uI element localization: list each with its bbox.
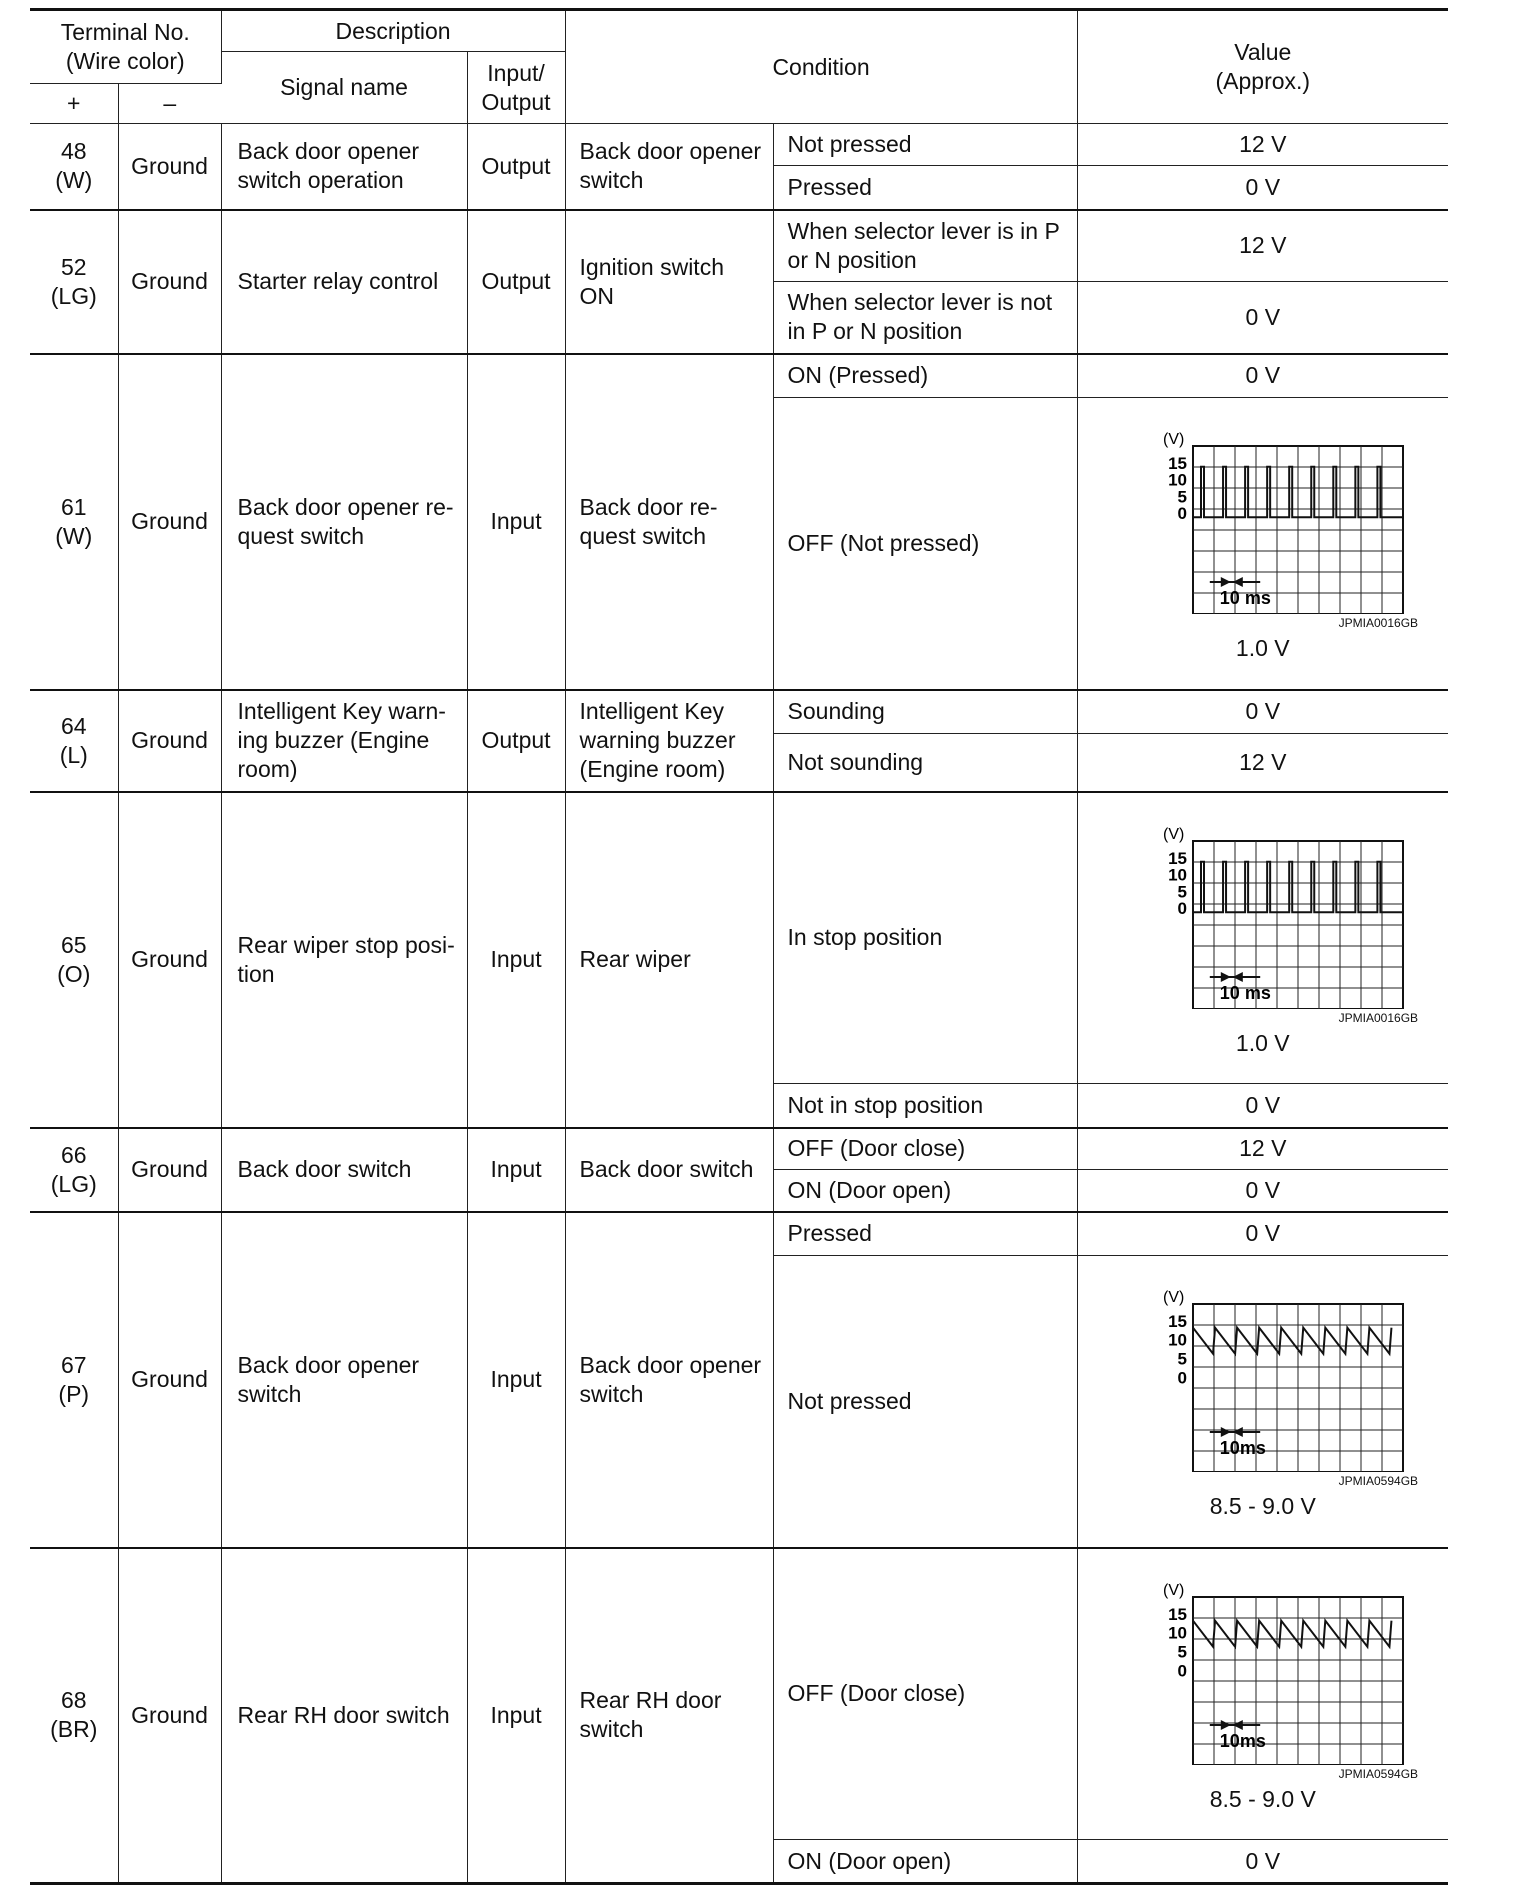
terminal-spec-document [30,8,1448,1885]
condition-detail: Sounding [773,690,1077,734]
value-cell: 0 V [1077,354,1448,398]
value-cell: 0 V [1077,1084,1448,1128]
input-output: Input [467,792,565,1128]
header-signal-name: Signal name [221,52,467,124]
condition-main: Ignition switch ON [565,210,773,354]
waveform-tick-label: 5 [1177,1642,1187,1662]
waveform-unit-label: (V) [1162,825,1185,843]
time-marker-arrow [1233,577,1243,587]
ground-terminal: Ground [118,354,221,690]
waveform-tick-label: 0 [1177,1368,1187,1388]
table-row [30,1212,1448,1256]
time-marker-arrow [1233,1720,1243,1730]
value-cell: 0 V [1077,1170,1448,1212]
time-marker-arrow [1221,972,1231,982]
input-output: Input [467,1128,565,1212]
time-marker-arrow [1233,1427,1243,1437]
header-plus: + [30,84,118,124]
table-row [30,792,1448,1084]
waveform-tick-label: 15 [1167,1312,1187,1332]
waveform-tick-label: 10 [1167,865,1187,885]
waveform-graph [1118,1575,1408,1765]
waveform-time-label: 10ms [1219,1438,1266,1459]
waveform-unit-label: (V) [1162,1581,1185,1599]
condition-detail: When selector lever is in P or N position [773,210,1077,282]
value-cell: 0 V [1077,1840,1448,1884]
value-cell: 12 V [1077,1128,1448,1170]
condition-main: Back door switch [565,1128,773,1212]
condition-detail: Not pressed [773,124,1077,166]
waveform-unit-label: (V) [1162,431,1185,449]
waveform-code: JPMIA0016GB [1338,1010,1419,1025]
table-row [30,1548,1448,1840]
signal-name: Intelligent Key warn- ing buzzer (Engine room) [221,690,467,792]
input-output: Output [467,124,565,210]
waveform-graph [1118,1282,1408,1472]
time-marker-arrow [1233,972,1243,982]
ground-terminal: Ground [118,1128,221,1212]
time-marker-arrow [1221,1427,1231,1437]
terminal-number: 48 (W) [30,124,118,210]
header-description: Description [221,10,565,52]
waveform-time-label: 10 ms [1219,982,1271,1003]
waveform-tick-label: 10 [1167,1330,1187,1350]
signal-name: Back door opener switch [221,1212,467,1548]
waveform-tick-label: 5 [1177,882,1187,902]
value-cell: 12 V [1077,210,1448,282]
waveform-time-label: 10 ms [1219,588,1271,609]
value-cell: 12 V [1077,124,1448,166]
time-marker-arrow [1221,1720,1231,1730]
waveform-code: JPMIA0594GB [1338,1474,1419,1489]
value-cell: 0 V [1077,282,1448,354]
value-cell [1077,792,1448,1084]
header-condition: Condition [565,10,1077,124]
condition-detail: Not pressed [773,1256,1077,1548]
header-value: Value (Approx.) [1077,10,1448,124]
ground-terminal: Ground [118,124,221,210]
waveform-time-label: 10ms [1219,1730,1266,1751]
waveform-graph [1118,424,1408,614]
signal-name: Back door switch [221,1128,467,1212]
table-row [30,690,1448,734]
terminal-number: 64 (L) [30,690,118,792]
value-cell: 0 V [1077,166,1448,210]
condition-main: Back door opener switch [565,124,773,210]
value-cell [1077,1256,1448,1548]
input-output: Input [467,1212,565,1548]
condition-main: Intelligent Key warning buzzer (Engine room) [565,690,773,792]
waveform-unit-label: (V) [1162,1289,1185,1307]
waveform-tick-label: 5 [1177,487,1187,507]
condition-detail: In stop position [773,792,1077,1084]
value-cell: 0 V [1077,1212,1448,1256]
value-cell: 12 V [1077,734,1448,792]
terminal-number: 66 (LG) [30,1128,118,1212]
header-minus: – [118,84,221,124]
condition-detail: OFF (Not pressed) [773,398,1077,690]
condition-main: Back door re- quest switch [565,354,773,690]
condition-detail: ON (Door open) [773,1840,1077,1884]
waveform-tick-label: 0 [1177,1661,1187,1681]
value-text: 8.5 - 9.0 V [1209,1493,1316,1520]
waveform-tick-label: 10 [1167,470,1187,490]
input-output: Input [467,354,565,690]
ground-terminal: Ground [118,1548,221,1884]
value-text: 1.0 V [1235,1029,1290,1056]
waveform-trace [1193,1328,1391,1354]
signal-name: Starter relay control [221,210,467,354]
ground-terminal: Ground [118,690,221,792]
value-cell [1077,1548,1448,1840]
waveform-code: JPMIA0594GB [1338,1766,1419,1781]
table-row [30,210,1448,282]
condition-detail: ON (Pressed) [773,354,1077,398]
value-cell [1077,398,1448,690]
table-row [30,1128,1448,1170]
condition-detail: Pressed [773,166,1077,210]
waveform-graph [1118,819,1408,1009]
condition-detail: Not in stop position [773,1084,1077,1128]
waveform-trace [1193,1620,1391,1646]
value-cell: 0 V [1077,690,1448,734]
input-output: Output [467,210,565,354]
ground-terminal: Ground [118,1212,221,1548]
terminal-number: 52 (LG) [30,210,118,354]
condition-main: Back door opener switch [565,1212,773,1548]
waveform-code: JPMIA0016GB [1338,616,1419,631]
terminal-number: 68 (BR) [30,1548,118,1884]
value-text: 1.0 V [1235,635,1290,662]
waveform-tick-label: 15 [1167,1604,1187,1624]
terminal-table [30,8,1448,1885]
terminal-number: 67 (P) [30,1212,118,1548]
ground-terminal: Ground [118,792,221,1128]
condition-detail: OFF (Door close) [773,1128,1077,1170]
ground-terminal: Ground [118,210,221,354]
input-output: Output [467,690,565,792]
signal-name: Back door opener switch operation [221,124,467,210]
waveform-tick-label: 10 [1167,1623,1187,1643]
time-marker-arrow [1221,577,1231,587]
terminal-number: 61 (W) [30,354,118,690]
waveform-tick-label: 15 [1167,454,1187,474]
terminal-number: 65 (O) [30,792,118,1128]
condition-detail: OFF (Door close) [773,1548,1077,1840]
condition-detail: Not sounding [773,734,1077,792]
header-io: Input/ Output [467,52,565,124]
header-terminal: Terminal No. (Wire color) [30,10,221,84]
condition-detail: ON (Door open) [773,1170,1077,1212]
input-output: Input [467,1548,565,1884]
table-body [30,124,1448,1884]
waveform-tick-label: 15 [1167,848,1187,868]
condition-main: Rear wiper [565,792,773,1128]
condition-main: Rear RH door switch [565,1548,773,1884]
value-text: 8.5 - 9.0 V [1209,1785,1316,1812]
signal-name: Back door opener re- quest switch [221,354,467,690]
signal-name: Rear RH door switch [221,1548,467,1884]
table-row [30,124,1448,166]
waveform-tick-label: 0 [1177,898,1187,918]
condition-detail: When selector lever is not in P or N position [773,282,1077,354]
table-row [30,354,1448,398]
waveform-tick-label: 0 [1177,504,1187,524]
condition-detail: Pressed [773,1212,1077,1256]
signal-name: Rear wiper stop posi- tion [221,792,467,1128]
waveform-tick-label: 5 [1177,1349,1187,1369]
